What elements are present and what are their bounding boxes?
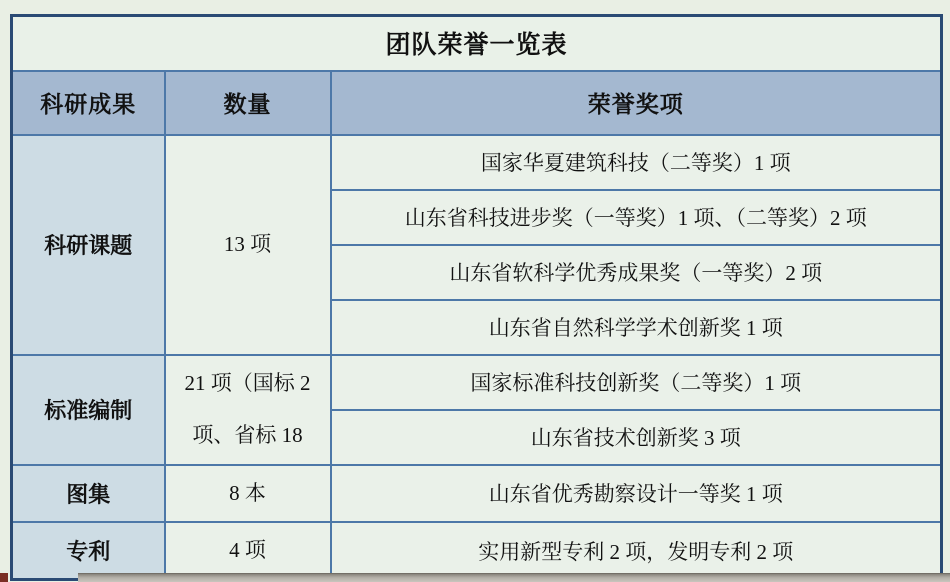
award-cell: 实用新型专利 2 项，发明专利 2 项 xyxy=(331,522,942,580)
table-row xyxy=(12,465,942,522)
quantity-cell: 13 项 xyxy=(165,135,331,355)
column-header-category: 科研成果 xyxy=(12,71,165,135)
bottom-edge-bar xyxy=(78,573,950,582)
table-body xyxy=(12,135,942,580)
table-row xyxy=(12,135,942,190)
category-cell: 专利 xyxy=(12,522,165,580)
award-cell: 国家标准科技创新奖（二等奖）1 项 xyxy=(331,355,942,410)
corner-mark xyxy=(0,573,8,582)
quantity-cell: 21 项（国标 2 项、省标 18 xyxy=(165,355,331,465)
award-cell: 山东省技术创新奖 3 项 xyxy=(331,410,942,465)
category-cell: 标准编制 xyxy=(12,355,165,465)
header-row xyxy=(12,71,942,135)
title-row xyxy=(12,16,942,71)
table-row xyxy=(12,355,942,410)
column-header-quantity: 数量 xyxy=(165,71,331,135)
category-cell: 图集 xyxy=(12,465,165,522)
honors-table xyxy=(10,14,943,581)
quantity-cell: 4 项 xyxy=(165,522,331,580)
table-row xyxy=(12,522,942,580)
category-cell: 科研课题 xyxy=(12,135,165,355)
award-cell: 山东省科技进步奖（一等奖）1 项、（二等奖）2 项 xyxy=(331,190,942,245)
table-title: 团队荣誉一览表 xyxy=(12,16,942,71)
award-cell: 山东省软科学优秀成果奖（一等奖）2 项 xyxy=(331,245,942,300)
award-cell: 山东省优秀勘察设计一等奖 1 项 xyxy=(331,465,942,522)
quantity-cell: 8 本 xyxy=(165,465,331,522)
column-header-awards: 荣誉奖项 xyxy=(331,71,942,135)
award-cell: 山东省自然科学学术创新奖 1 项 xyxy=(331,300,942,355)
award-cell: 国家华夏建筑科技（二等奖）1 项 xyxy=(331,135,942,190)
